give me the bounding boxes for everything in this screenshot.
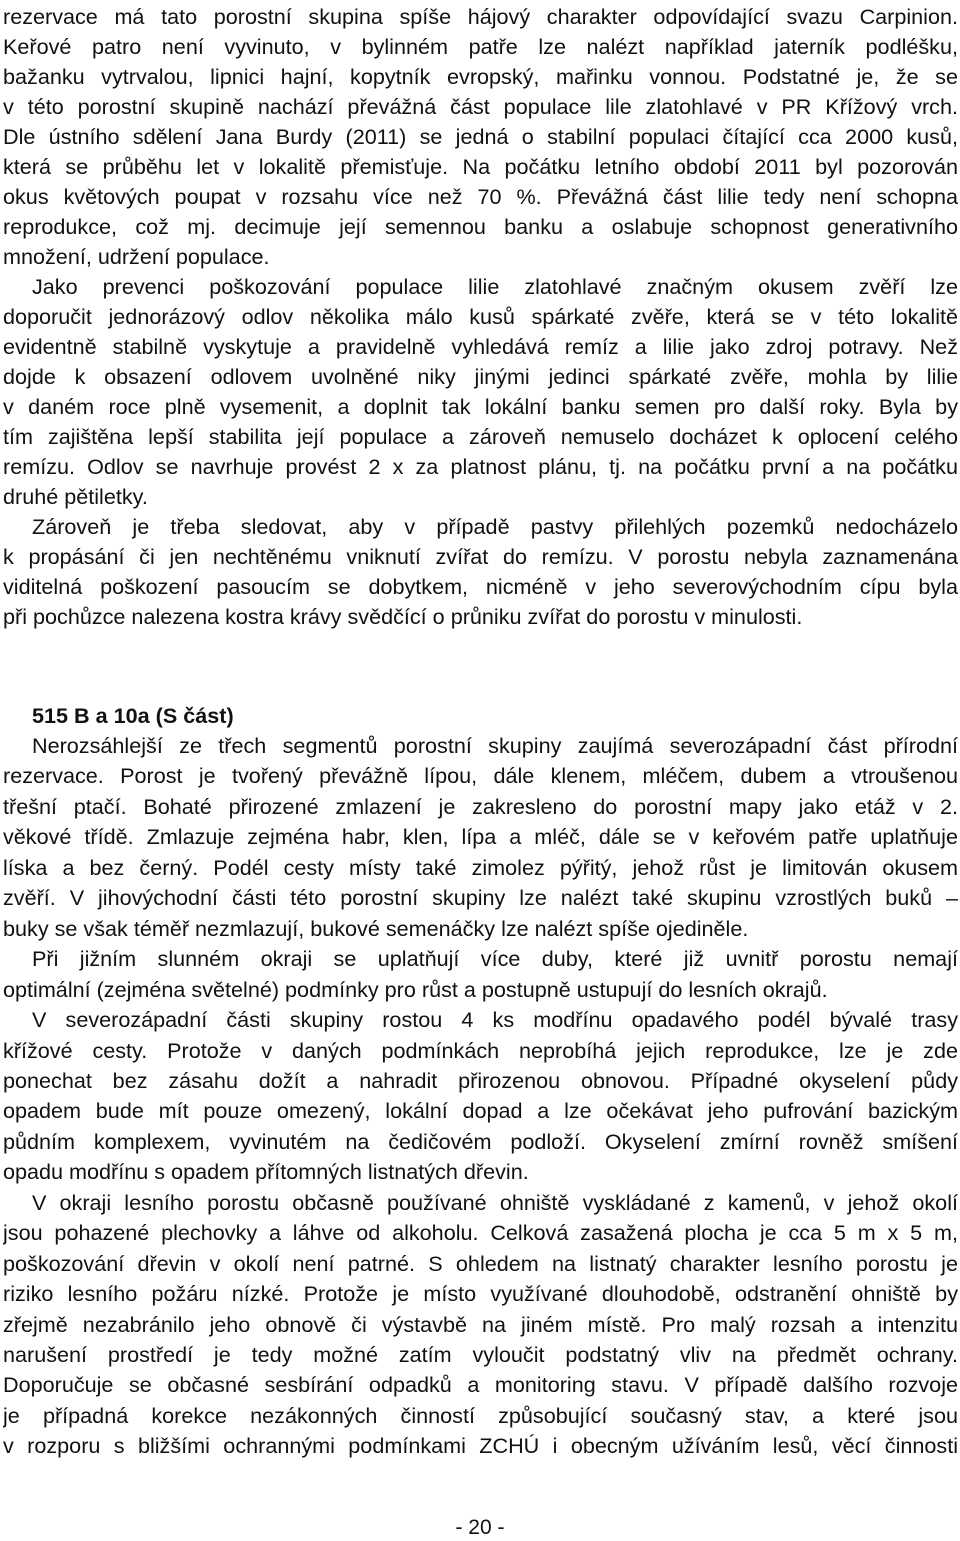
text-line: bažanku vytrvalou, lipnici hajní, kopytník evropský, mařinku vonnou. Podstatné je, že se <box>3 64 958 89</box>
text-line: okus květových poupat v rozsahu více než 70 %. Převážná část lilie tedy není schopna <box>3 184 958 209</box>
text-line: křížové cesty. Protože v daných podmínkách neprobíhá jejich reprodukce, lze je zde <box>3 1037 958 1063</box>
text-line: remízu. Odlov se navrhuje provést 2 x za platnost plánu, tj. na počátku první a na počátku <box>3 454 958 479</box>
section-heading: 515 B a 10a (S část) <box>32 703 234 728</box>
text-line: ponechat bez zásahu dožít a nahradit přirozenou obnovou. Případné okyselení půdy <box>3 1067 958 1093</box>
text-line: jsou pohazené plechovky a láhve od alkoholu. Celková zasažená plocha je cca 5 m x 5 m, <box>3 1220 958 1246</box>
text-line: třešní ptačí. Bohaté přirozené zmlazení je zakresleno do porostní mapy jako etáž v 2. <box>3 793 958 819</box>
text-line: optimální (zejména světelné) podmínky pro růst a postupně ustupují do lesních okrajů. <box>3 976 828 1002</box>
text-line: rezervace. Porost je tvořený převážně lípou, dále klenem, mléčem, dubem a vtroušenou <box>3 763 958 789</box>
page-number: - 20 - <box>455 1516 505 1539</box>
text-line: Zároveň je třeba sledovat, aby v případě pastvy přilehlých pozemků nedocházelo <box>32 514 958 539</box>
text-line: buky se však téměř nezmlazují, bukové semenáčky lze nalézt spíše ojediněle. <box>3 915 749 941</box>
text-line: viditelná poškození pasoucím se dobytkem, nicméně v jeho severovýchodním cípu byla <box>3 574 958 599</box>
text-line: v rozporu s bližšími ochrannými podmínkami ZCHÚ i obecným užíváním lesů, věcí činnosti <box>3 1433 958 1459</box>
text-line: tím zajištěna lepší stabilita její populace a zároveň nemuselo docházet k oplocení celého <box>3 424 958 449</box>
text-line: doporučit jednorázový odlov několika málo kusů spárkaté zvěře, která se v této lokalitě <box>3 304 958 329</box>
text-line: V okraji lesního porostu občasně používané ohniště vyskládané z kamenů, v jehož okolí <box>32 1189 958 1215</box>
text-line: Nerozsáhlejší ze třech segmentů porostní skupiny zaujímá severozápadní část přírodní <box>32 733 958 758</box>
text-line: množení, udržení populace. <box>3 244 270 269</box>
text-line: Při jižním slunném okraji se uplatňují více duby, které již uvnitř porostu nemají <box>32 946 958 972</box>
text-line: v této porostní skupině nachází převážná část populace lile zlatohlavé v PR Křížový vrch. <box>3 94 958 119</box>
text-line: půdním komplexem, vyvinutém na čedičovém podloží. Okyselení zmírní rovněž smíšení <box>3 1128 958 1154</box>
text-line: riziko lesního požáru nízké. Protože je místo využívané dlouhodobě, odstranění ohniště by <box>3 1281 958 1307</box>
text-line: věkové třídě. Zmlazuje zejména habr, klen, lípa a mléč, dále se v keřovém patře uplatňuje <box>3 824 958 850</box>
text-line: reprodukce, což mj. decimuje její semennou banku a oslabuje schopnost generativního <box>3 214 958 239</box>
text-line: k propásání či jen nechtěnému vniknutí zvířat do remízu. V porostu nebyla zaznamenána <box>3 544 958 569</box>
text-line: líska a bez černý. Podél cesty místy také zimolez pýřitý, jehož růst je limitován okusem <box>3 854 958 880</box>
text-line: zvěří. V jihovýchodní části této porostní skupiny lze nalézt také skupinu vzrostlých buků – <box>3 885 958 911</box>
text-line: zřejmě nezabránilo jeho obnově či výstavbě na jiném místě. Pro malý rozsah a intenzitu <box>3 1311 958 1337</box>
text-line: Doporučuje se občasné sesbírání odpadků a monitoring stavu. V případě dalšího rozvoje <box>3 1372 958 1398</box>
text-line: opadem bude mít pouze omezený, lokální dopad a lze očekávat jeho pufrování bazickým <box>3 1098 958 1124</box>
text-line: Keřové patro není vyvinuto, v bylinném patře lze nalézt například jaterník podléšku, <box>3 34 958 59</box>
text-line: rezervace má tato porostní skupina spíše hájový charakter odpovídající svazu Carpinion. <box>3 4 958 29</box>
text-line: při pochůzce nalezena kostra krávy svědčící o průniku zvířat do porostu v minulosti. <box>3 604 803 629</box>
text-line: narušení prostředí je tedy možné zatím vyloučit podstatný vliv na předmět ochrany. <box>3 1342 958 1367</box>
text-line: v daném roce plně vysemenit, a doplnit tak lokální banku semen pro další roky. Byla by <box>3 394 958 419</box>
text-line: evidentně stabilně vyskytuje a pravidelně vyhledává remíz a lilie jako zdroj potravy. Než <box>3 334 958 359</box>
text-line: která se průběhu let v lokalitě přemisťuje. Na počátku letního období 2011 byl pozorován <box>3 154 958 179</box>
text-line: Jako prevenci poškozování populace lilie zlatohlavé značným okusem zvěří lze <box>32 274 958 299</box>
text-line: druhé pětiletky. <box>3 484 148 509</box>
text-line: je případná korekce nezákonných činností způsobující současný stav, a které jsou <box>3 1402 958 1428</box>
text-line: poškozování dřevin v okolí není patrné. S ohledem na listnatý charakter lesního porostu je <box>3 1250 958 1276</box>
text-line: V severozápadní části skupiny rostou 4 ks modřínu opadavého podél bývalé trasy <box>32 1007 958 1033</box>
text-line: dojde k obsazení odlovem uvolněné niky jinými jedinci spárkaté zvěře, mohla by lilie <box>3 364 958 389</box>
text-line: opadu modřínu s opadem přítomných listnatých dřevin. <box>3 1159 529 1185</box>
text-line: Dle ústního sdělení Jana Burdy (2011) se jedná o stabilní populaci čítající cca 2000 kusů, <box>3 124 958 149</box>
